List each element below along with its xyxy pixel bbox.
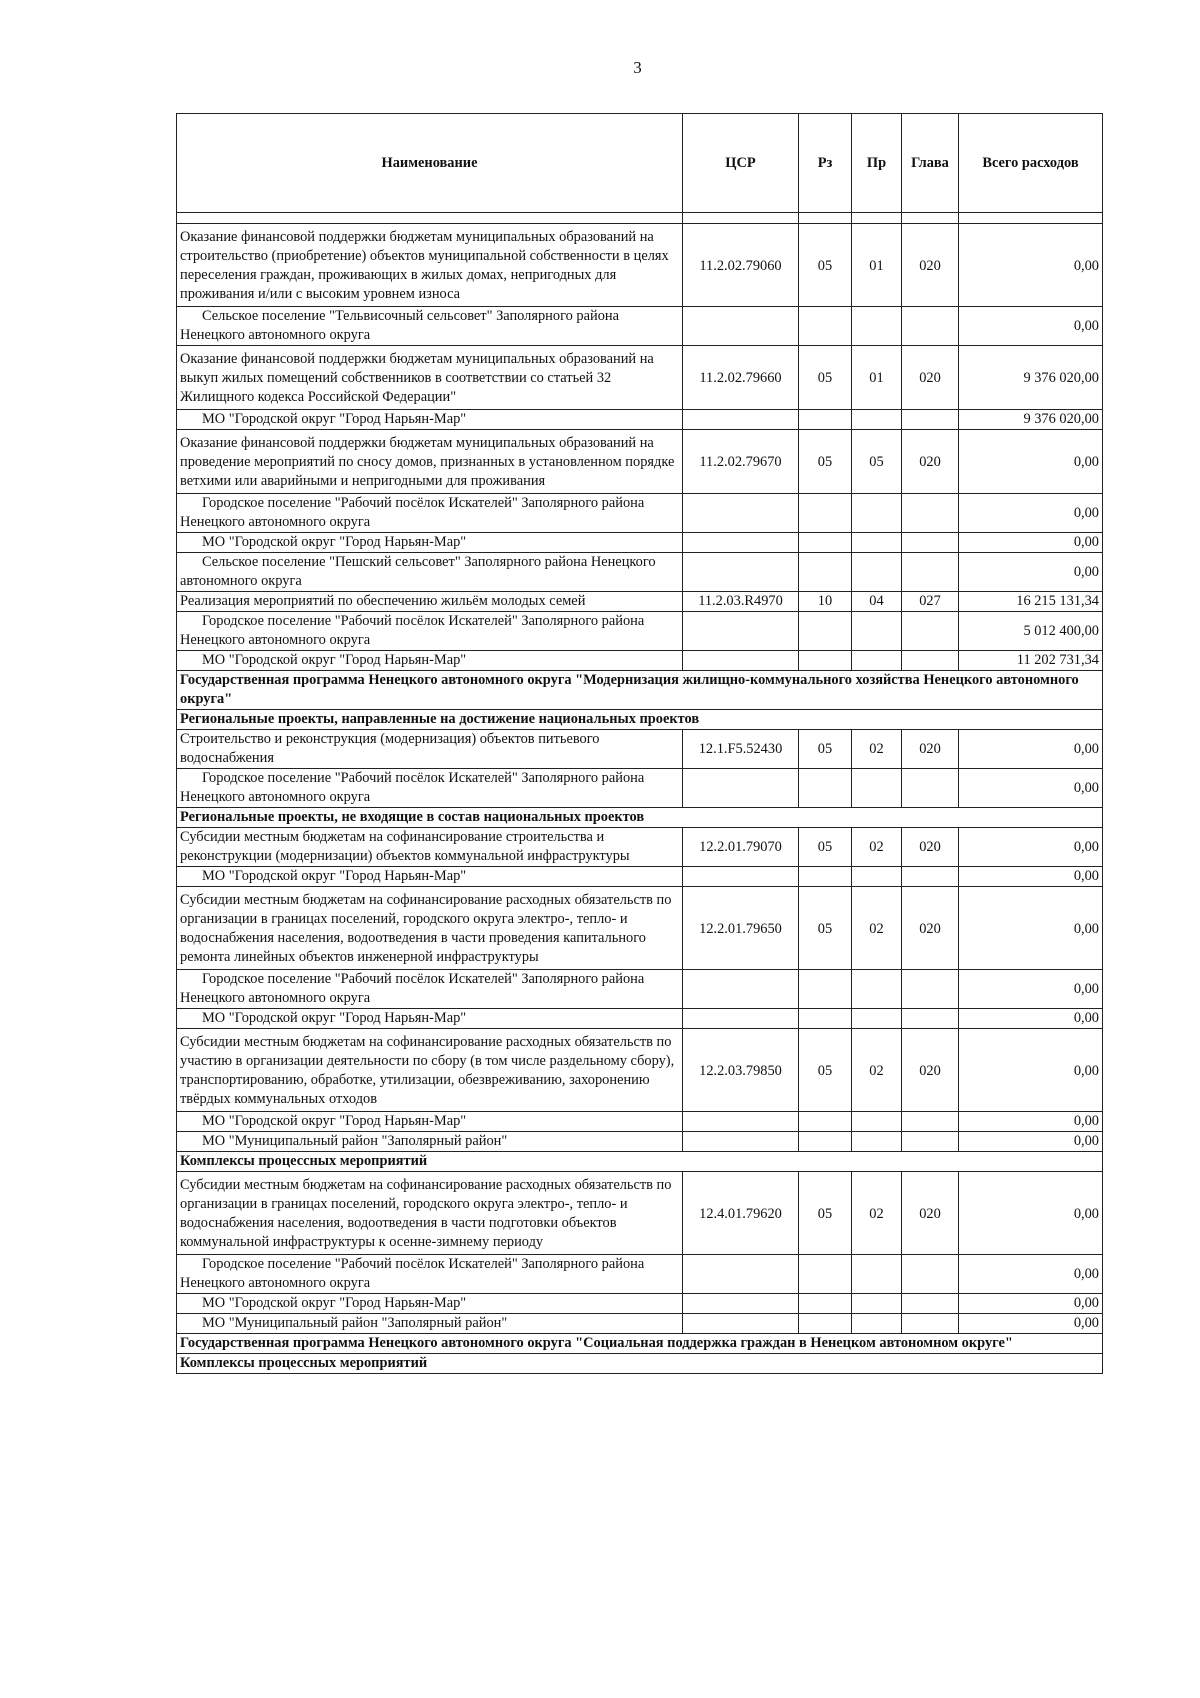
cell-rz: 05 [799,1029,852,1112]
cell-pr [852,1314,902,1334]
section-title: Комплексы процессных мероприятий [177,1152,1103,1172]
cell-rz: 10 [799,592,852,612]
cell-csr [683,1294,799,1314]
section-title: Региональные проекты, не входящие в состав национальных проектов [177,808,1103,828]
cell-name: МО "Городской округ "Город Нарьян-Мар" [177,533,683,553]
cell-glava [902,1314,959,1334]
cell-total: 0,00 [959,1255,1103,1294]
cell-rz: 05 [799,828,852,867]
table-section-row [177,710,1103,730]
header-csr: ЦСР [683,114,799,213]
cell-csr [683,970,799,1009]
table-row [177,224,1103,307]
section-title: Государственная программа Ненецкого автономного округа "Социальная поддержка граждан в Ненецком автономном округе" [177,1334,1103,1354]
cell-glava [902,494,959,533]
table-row [177,887,1103,970]
cell-name: Городское поселение "Рабочий посёлок Искателей" Заполярного района Ненецкого автономного округа [177,970,683,1009]
cell-name: Субсидии местным бюджетам на софинансирование расходных обязательств по организации в границах поселений, городского округа электро-, тепло- и водоснабжения населения, водоотведения в части проведения капитального ремонта линейных объектов инженерной инфраструктуры [177,887,683,970]
table-row [177,592,1103,612]
cell-total: 0,00 [959,970,1103,1009]
cell-pr [852,1112,902,1132]
cell-rz: 05 [799,730,852,769]
table-subrow [177,553,1103,592]
cell-glava: 020 [902,430,959,494]
cell-glava [902,1112,959,1132]
cell-pr: 02 [852,1029,902,1112]
header-total: Всего расходов [959,114,1103,213]
cell-pr [852,769,902,808]
cell-pr: 02 [852,1172,902,1255]
cell-pr [852,1009,902,1029]
cell-name: Субсидии местным бюджетам на софинансирование расходных обязательств по участию в организации деятельности по сбору (в том числе раздельному сбору), транспортированию, обработке, утилизации, обезвреживанию, захоронению твёрдых коммунальных отходов [177,1029,683,1112]
cell-pr [852,307,902,346]
cell-csr: 12.4.01.79620 [683,1172,799,1255]
cell-total: 0,00 [959,553,1103,592]
cell-total: 0,00 [959,494,1103,533]
cell-glava: 020 [902,887,959,970]
cell-rz: 05 [799,1172,852,1255]
cell-rz [799,553,852,592]
cell-pr: 01 [852,346,902,410]
cell-total: 0,00 [959,1112,1103,1132]
cell-rz [799,1255,852,1294]
cell-csr [683,769,799,808]
header-name: Наименование [177,114,683,213]
cell-pr [852,612,902,651]
cell-name: МО "Городской округ "Город Нарьян-Мар" [177,867,683,887]
cell-csr [683,612,799,651]
section-title: Комплексы процессных мероприятий [177,1354,1103,1374]
cell-total: 0,00 [959,828,1103,867]
cell-pr [852,533,902,553]
cell-rz [799,867,852,887]
cell-name: Городское поселение "Рабочий посёлок Искателей" Заполярного района Ненецкого автономного округа [177,494,683,533]
cell-glava: 020 [902,224,959,307]
table-subrow [177,1112,1103,1132]
table-row [177,1029,1103,1112]
cell-csr: 11.2.02.79060 [683,224,799,307]
cell-rz [799,1112,852,1132]
cell-csr [683,533,799,553]
table-subrow [177,1255,1103,1294]
cell-total: 0,00 [959,1029,1103,1112]
cell-total: 5 012 400,00 [959,612,1103,651]
cell-csr [683,1255,799,1294]
cell-rz [799,1009,852,1029]
table-row [177,730,1103,769]
cell-csr: 12.1.F5.52430 [683,730,799,769]
cell-total: 0,00 [959,1172,1103,1255]
header-pr: Пр [852,114,902,213]
cell-csr [683,1132,799,1152]
cell-rz [799,769,852,808]
cell-glava [902,1009,959,1029]
cell-total: 0,00 [959,1009,1103,1029]
table-section-row [177,1354,1103,1374]
cell-name: Городское поселение "Рабочий посёлок Искателей" Заполярного района Ненецкого автономного округа [177,769,683,808]
page-number: 3 [633,58,642,77]
cell-name: МО "Муниципальный район "Заполярный район" [177,1314,683,1334]
cell-csr: 12.2.01.79070 [683,828,799,867]
cell-csr: 11.2.02.79660 [683,346,799,410]
budget-table [176,113,1103,1374]
table-subrow [177,612,1103,651]
cell-csr [683,1112,799,1132]
cell-name: Оказание финансовой поддержки бюджетам муниципальных образований на строительство (приобретение) объектов муниципальной собственности в целях переселения граждан, проживающих в жилых домах, непригодных для проживания и/или с высоким уровнем износа [177,224,683,307]
cell-csr: 11.2.03.R4970 [683,592,799,612]
cell-total: 0,00 [959,307,1103,346]
header-rz: Рз [799,114,852,213]
cell-name: Сельское поселение "Пешский сельсовет" Заполярного района Ненецкого автономного округа [177,553,683,592]
table-subrow [177,651,1103,671]
cell-csr: 12.2.01.79650 [683,887,799,970]
table-subrow [177,1132,1103,1152]
cell-pr [852,970,902,1009]
cell-csr: 12.2.03.79850 [683,1029,799,1112]
cell-csr [683,1009,799,1029]
cell-total: 0,00 [959,224,1103,307]
table-section-row [177,1334,1103,1354]
cell-glava [902,410,959,430]
cell-name: МО "Городской округ "Город Нарьян-Мар" [177,410,683,430]
table-subrow [177,769,1103,808]
cell-csr [683,307,799,346]
cell-glava [902,1294,959,1314]
cell-rz [799,307,852,346]
cell-rz [799,1294,852,1314]
cell-csr [683,867,799,887]
table-row [177,828,1103,867]
table-spacer-row [177,213,1103,224]
cell-pr [852,1294,902,1314]
section-title: Государственная программа Ненецкого автономного округа "Модернизация жилищно-коммунального хозяйства Ненецкого автономного округа" [177,671,1103,710]
table-subrow [177,533,1103,553]
cell-name: Субсидии местным бюджетам на софинансирование строительства и реконструкции (модернизации) объектов коммунальной инфраструктуры [177,828,683,867]
cell-csr [683,410,799,430]
cell-name: Сельское поселение "Тельвисочный сельсовет" Заполярного района Ненецкого автономного округа [177,307,683,346]
cell-glava: 020 [902,346,959,410]
cell-rz: 05 [799,887,852,970]
cell-csr [683,1314,799,1334]
cell-pr: 02 [852,828,902,867]
cell-pr: 02 [852,730,902,769]
cell-glava: 020 [902,730,959,769]
cell-name: МО "Городской округ "Город Нарьян-Мар" [177,1294,683,1314]
cell-name: МО "Городской округ "Город Нарьян-Мар" [177,1112,683,1132]
table-subrow [177,970,1103,1009]
cell-pr: 05 [852,430,902,494]
cell-total: 0,00 [959,769,1103,808]
cell-glava [902,1255,959,1294]
cell-name: МО "Муниципальный район "Заполярный район" [177,1132,683,1152]
table-subrow [177,307,1103,346]
cell-glava [902,1132,959,1152]
cell-pr [852,410,902,430]
table-subrow [177,1294,1103,1314]
table-subrow [177,410,1103,430]
cell-rz [799,651,852,671]
cell-pr [852,867,902,887]
cell-pr [852,1132,902,1152]
cell-csr [683,494,799,533]
cell-rz [799,1314,852,1334]
cell-rz: 05 [799,430,852,494]
section-title: Региональные проекты, направленные на достижение национальных проектов [177,710,1103,730]
cell-total: 0,00 [959,887,1103,970]
cell-glava [902,533,959,553]
cell-total: 0,00 [959,1132,1103,1152]
cell-pr: 01 [852,224,902,307]
cell-rz [799,494,852,533]
cell-glava [902,867,959,887]
cell-csr: 11.2.02.79670 [683,430,799,494]
cell-rz: 05 [799,346,852,410]
cell-glava [902,553,959,592]
cell-total: 0,00 [959,1314,1103,1334]
table-section-row [177,671,1103,710]
table-body [177,213,1103,1374]
cell-pr [852,553,902,592]
cell-pr: 04 [852,592,902,612]
cell-name: МО "Городской округ "Город Нарьян-Мар" [177,1009,683,1029]
table-section-row [177,1152,1103,1172]
table-row [177,1172,1103,1255]
cell-rz [799,612,852,651]
cell-total: 16 215 131,34 [959,592,1103,612]
cell-name: Городское поселение "Рабочий посёлок Искателей" Заполярного района Ненецкого автономного округа [177,1255,683,1294]
cell-name: Оказание финансовой поддержки бюджетам муниципальных образований на выкуп жилых помещений собственников в соответствии со статьей 32 Жилищного кодекса Российской Федерации" [177,346,683,410]
cell-pr: 02 [852,887,902,970]
cell-rz [799,970,852,1009]
cell-total: 0,00 [959,430,1103,494]
cell-total: 0,00 [959,1294,1103,1314]
cell-name: МО "Городской округ "Город Нарьян-Мар" [177,651,683,671]
cell-csr [683,553,799,592]
cell-total: 9 376 020,00 [959,410,1103,430]
cell-total: 0,00 [959,730,1103,769]
cell-rz [799,1132,852,1152]
cell-rz: 05 [799,224,852,307]
table-row [177,346,1103,410]
cell-glava: 027 [902,592,959,612]
cell-name: Строительство и реконструкция (модернизация) объектов питьевого водоснабжения [177,730,683,769]
cell-glava: 020 [902,1172,959,1255]
cell-rz [799,533,852,553]
cell-name: Реализация мероприятий по обеспечению жильём молодых семей [177,592,683,612]
table-subrow [177,1009,1103,1029]
cell-name: Субсидии местным бюджетам на софинансирование расходных обязательств по организации в границах поселений, городского округа электро-, тепло- и водоснабжения населения, водоотведения в части подготовки объектов коммунальной инфраструктуры к осенне-зимнему периоду [177,1172,683,1255]
table-subrow [177,1314,1103,1334]
cell-name: Городское поселение "Рабочий посёлок Искателей" Заполярного района Ненецкого автономного округа [177,612,683,651]
cell-pr [852,494,902,533]
cell-glava: 020 [902,1029,959,1112]
cell-glava: 020 [902,828,959,867]
header-glava: Глава [902,114,959,213]
cell-glava [902,651,959,671]
table-row [177,430,1103,494]
cell-pr [852,1255,902,1294]
table-section-row [177,808,1103,828]
cell-total: 11 202 731,34 [959,651,1103,671]
table-subrow [177,494,1103,533]
cell-glava [902,307,959,346]
cell-rz [799,410,852,430]
cell-glava [902,612,959,651]
cell-glava [902,970,959,1009]
cell-name: Оказание финансовой поддержки бюджетам муниципальных образований на проведение мероприятий по сносу домов, признанных в установленном порядке ветхими или аварийными и непригодными для проживания [177,430,683,494]
table-header-row [177,114,1103,213]
cell-total: 9 376 020,00 [959,346,1103,410]
cell-pr [852,651,902,671]
cell-glava [902,769,959,808]
cell-csr [683,651,799,671]
table-subrow [177,867,1103,887]
cell-total: 0,00 [959,867,1103,887]
cell-total: 0,00 [959,533,1103,553]
